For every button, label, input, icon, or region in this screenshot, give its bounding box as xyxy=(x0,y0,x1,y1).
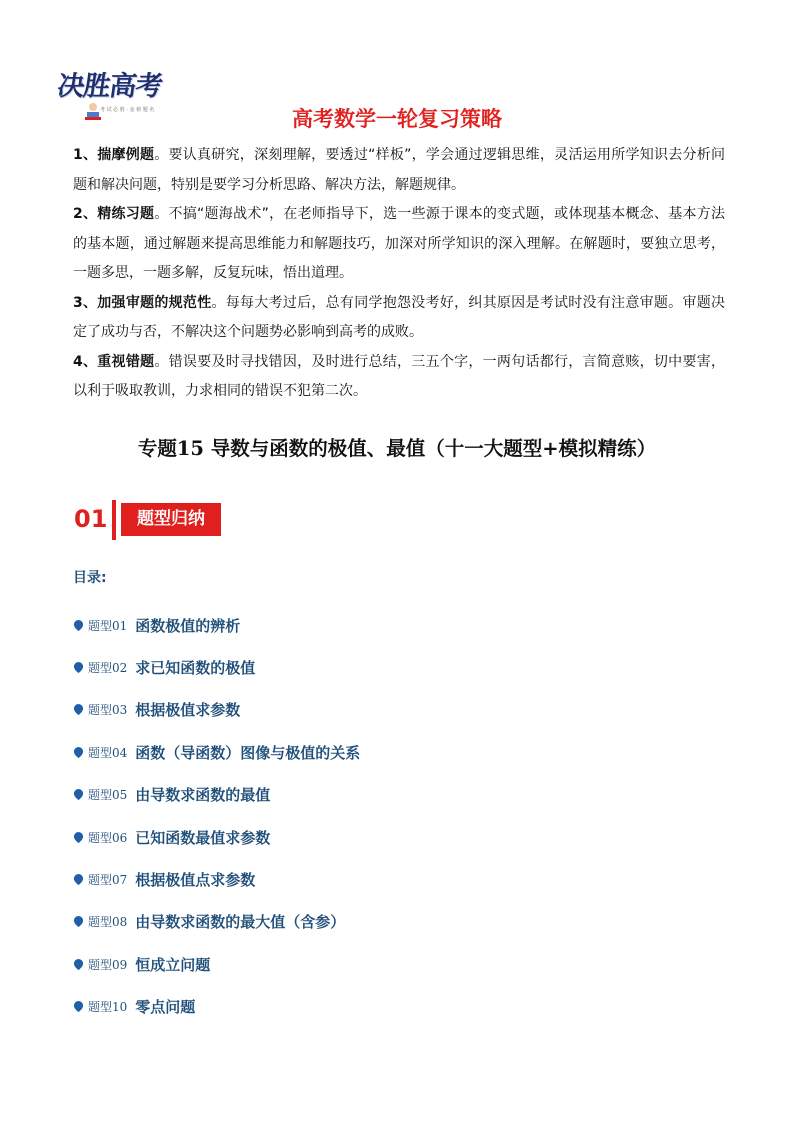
toc-item-type: 题型07 xyxy=(88,873,128,888)
tip-1 xyxy=(73,141,725,200)
toc-item-type: 题型10 xyxy=(88,1000,128,1015)
location-pin-icon xyxy=(73,662,84,673)
toc-item[interactable] xyxy=(73,646,360,688)
document-title: 高考数学一轮复习策略 xyxy=(292,107,502,131)
toc-item-type: 题型06 xyxy=(88,830,128,845)
toc-item-title: 根据极值点求参数 xyxy=(135,871,256,890)
logo-text: 决胜高考 xyxy=(55,71,164,102)
toc-item[interactable] xyxy=(73,901,360,943)
toc-item[interactable] xyxy=(73,943,360,985)
location-pin-icon xyxy=(73,832,84,843)
section-divider xyxy=(112,500,116,540)
toc-item-type: 题型09 xyxy=(88,957,128,972)
tip-heading: 1、揣摩例题 xyxy=(73,147,155,163)
toc-item-type: 题型02 xyxy=(88,661,128,676)
toc-item-type: 题型01 xyxy=(88,618,128,633)
location-pin-icon xyxy=(73,874,84,885)
location-pin-icon xyxy=(73,789,84,800)
toc-item-title: 求已知函数的极值 xyxy=(135,659,256,678)
toc-label: 目录: xyxy=(73,570,107,586)
toc-item-title: 已知函数最值求参数 xyxy=(135,828,271,847)
logo-subtitle: 考 试 必 胜 · 金 榜 题 名 xyxy=(100,107,155,113)
section-number: 01 xyxy=(74,505,108,533)
tip-body: 。不搞“题海战术”，在老师指导下，选一些源于课本的变式题，或体现基本概念、基本方法的基本题，通过解题来提高思维能力和解题技巧，加深对所学知识的深入理解。在解题时，要独立思考，一题多思，一题多解，反复玩味，悟出道理。 xyxy=(73,206,725,281)
toc-item[interactable] xyxy=(73,858,360,900)
toc-item-type: 题型03 xyxy=(88,703,128,718)
tip-heading: 2、精练习题 xyxy=(73,206,155,222)
location-pin-icon xyxy=(73,1001,84,1012)
study-tips xyxy=(73,141,725,407)
toc-item[interactable] xyxy=(73,689,360,731)
toc-item-title: 由导数求函数的最大值（含参） xyxy=(135,913,346,932)
table-of-contents xyxy=(73,604,360,1028)
toc-item-title: 由导数求函数的最值 xyxy=(135,786,271,805)
toc-item-type: 题型04 xyxy=(88,745,128,760)
location-pin-icon xyxy=(73,916,84,927)
tip-body: 。错误要及时寻找错因，及时进行总结，三五个字，一两句话都行，言简意赅，切中要害，以利于吸取教训，力求相同的错误不犯第二次。 xyxy=(73,353,725,399)
tip-body: 。要认真研究，深刻理解，要透过“样板”，学会通过逻辑思维，灵活运用所学知识去分析问题和解决问题，特别是要学习分析思路、解决方法，解题规律。 xyxy=(73,147,725,193)
tip-body: 。每每大考过后，总有同学抱怨没考好，纠其原因是考试时没有注意审题。审题决定了成功与否，不解决这个问题势必影响到高考的成败。 xyxy=(73,294,725,340)
section-label: 题型归纳 xyxy=(121,503,221,536)
location-pin-icon xyxy=(73,959,84,970)
location-pin-icon xyxy=(73,620,84,631)
location-pin-icon xyxy=(73,704,84,715)
toc-item-title: 根据极值求参数 xyxy=(135,701,241,720)
tip-2 xyxy=(73,200,725,289)
toc-item-type: 题型08 xyxy=(88,915,128,930)
toc-item-title: 函数（导函数）图像与极值的关系 xyxy=(135,743,361,762)
topic-title: 专题15 导数与函数的极值、最值（十一大题型+模拟精练） xyxy=(137,437,657,460)
toc-item[interactable] xyxy=(73,604,360,646)
location-pin-icon xyxy=(73,747,84,758)
toc-item-title: 零点问题 xyxy=(135,998,196,1017)
tip-heading: 4、重视错题 xyxy=(73,353,155,370)
tip-3 xyxy=(73,289,725,348)
toc-item-title: 函数极值的辨析 xyxy=(135,616,241,635)
toc-item[interactable] xyxy=(73,816,360,858)
toc-item-title: 恒成立问题 xyxy=(135,955,211,974)
tip-heading: 3、加强审题的规范性 xyxy=(73,294,212,311)
tip-4 xyxy=(73,348,725,407)
toc-item-type: 题型05 xyxy=(88,788,128,803)
toc-item[interactable] xyxy=(73,986,360,1028)
toc-item[interactable] xyxy=(73,731,360,773)
toc-item[interactable] xyxy=(73,774,360,816)
